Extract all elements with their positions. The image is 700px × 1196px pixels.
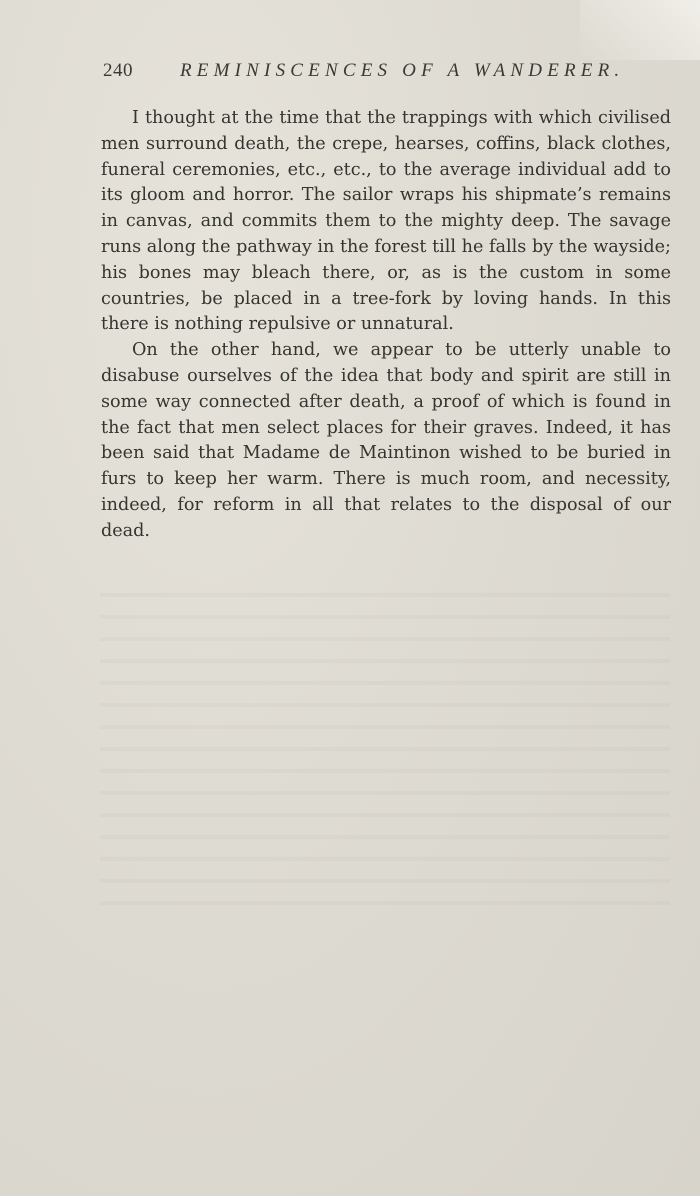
running-title: REMINISCENCES OF A WANDERER. xyxy=(180,60,625,81)
paragraph-1: I thought at the time that the trappings with which civilised men surround death, the crepe, hearses, coffins, black clothes, funeral ceremonies, etc., etc., to the average individual add to its gloom and horror. The sailor wraps his shipmate’s remains in canvas, and commits them to the mighty deep. The savage runs along the pathway in the forest till he falls by the wayside; his bones may bleach there, or, as is the custom in some countries, be placed in a tree-fork by loving hands. In this there is nothing repulsive or unnatural. xyxy=(101,108,671,335)
paragraph-2: On the other hand, we appear to be utterly unable to disabuse ourselves of the idea that body and spirit are still in some way connected after death, a proof of which is found in the fact that men select places for their graves. Indeed, it has been said that Madame de Maintinon wished to be buried in furs to keep her warm. There is much room, and necessity, indeed, for reform in all that relates to the disposal of our dead. xyxy=(101,340,671,541)
page-number: 240 xyxy=(103,60,133,81)
body-text xyxy=(101,106,671,545)
bleed-through-text xyxy=(100,575,670,905)
page-header xyxy=(103,60,625,88)
page-corner-shading xyxy=(580,0,700,60)
